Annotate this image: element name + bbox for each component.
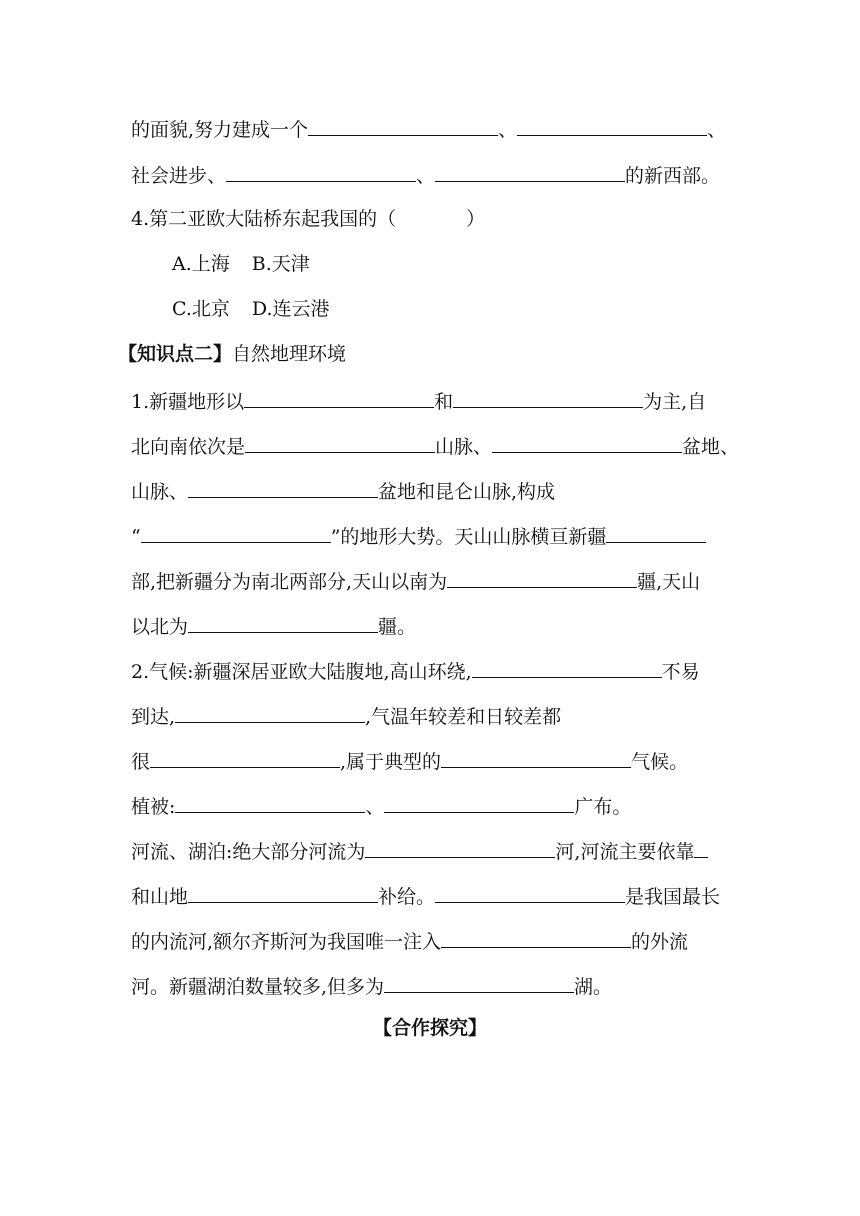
fill-blank[interactable] <box>365 837 555 858</box>
fill-blank[interactable] <box>472 657 662 678</box>
options-line <box>172 252 310 276</box>
section-heading <box>118 342 346 366</box>
fill-blank[interactable] <box>441 927 631 948</box>
text-line <box>131 882 720 909</box>
fill-blank[interactable] <box>141 522 331 543</box>
section-title: 自然地理环境 <box>232 343 347 365</box>
text-segment: 的内流河,额尔齐斯河为我国唯一注入 <box>131 931 442 953</box>
text-segment: 和山地 <box>131 886 189 908</box>
text-line <box>131 927 688 954</box>
text-segment: “ <box>131 526 141 548</box>
text-line <box>131 657 700 684</box>
fill-blank[interactable] <box>435 882 625 903</box>
text-segment: 、 <box>707 119 727 141</box>
text-line <box>131 387 706 414</box>
text-segment: 疆。 <box>378 616 417 638</box>
text-segment: 很 <box>131 751 151 773</box>
text-line <box>131 747 688 774</box>
fill-blank[interactable] <box>384 972 574 993</box>
text-line <box>131 612 416 639</box>
text-segment: ） <box>466 208 486 230</box>
text-segment: 的面貌,努力建成一个 <box>131 119 309 141</box>
fill-blank[interactable] <box>435 161 625 182</box>
fill-blank[interactable] <box>226 161 416 182</box>
text-segment: 2.气候:新疆深居亚欧大陆腹地,高山环绕, <box>131 661 472 683</box>
text-line <box>131 972 612 999</box>
options-line <box>172 297 330 321</box>
text-line <box>131 522 706 549</box>
section-heading-cooperative <box>0 1016 860 1040</box>
fill-blank[interactable] <box>517 115 707 136</box>
text-segment: 疆,天山 <box>637 571 701 593</box>
fill-blank[interactable] <box>175 702 365 723</box>
text-segment: 广布。 <box>574 796 632 818</box>
text-segment: 不易 <box>661 661 700 683</box>
fill-blank[interactable] <box>441 747 631 768</box>
fill-blank[interactable] <box>694 837 708 858</box>
section-title: 【合作探究】 <box>372 1017 487 1039</box>
text-segment: 河,河流主要依靠 <box>555 841 695 863</box>
text-segment: 、 <box>365 796 385 818</box>
fill-blank[interactable] <box>188 612 378 633</box>
text-segment: 气候。 <box>631 751 689 773</box>
question-line <box>131 207 485 231</box>
text-segment: 、 <box>416 165 436 187</box>
fill-blank[interactable] <box>384 792 574 813</box>
section-label: 【知识点二】 <box>118 343 233 365</box>
text-segment: 山脉、 <box>131 481 189 503</box>
text-segment: ”的地形大势。天山山脉横亘新疆 <box>330 526 607 548</box>
option-c[interactable]: C.北京 <box>172 298 230 320</box>
text-segment: 到达, <box>131 706 176 728</box>
fill-blank[interactable] <box>308 115 498 136</box>
text-segment: 湖。 <box>574 976 613 998</box>
text-segment: 的外流 <box>631 931 689 953</box>
question-text: 4.第二亚欧大陆桥东起我国的（ <box>131 208 397 230</box>
text-segment: 、 <box>498 119 518 141</box>
fill-blank[interactable] <box>188 882 378 903</box>
text-line <box>131 792 631 819</box>
text-line <box>131 432 739 459</box>
text-segment: ,气温年较差和日较差都 <box>365 706 562 728</box>
text-segment: 社会进步、 <box>131 165 227 187</box>
text-segment: 的新西部。 <box>625 165 721 187</box>
text-segment: ,属于典型的 <box>340 751 442 773</box>
fill-blank[interactable] <box>606 522 706 543</box>
text-line <box>131 161 720 188</box>
text-segment: 河。新疆湖泊数量较多,但多为 <box>131 976 385 998</box>
text-line <box>131 115 726 142</box>
text-segment: 河流、湖泊:绝大部分河流为 <box>131 841 366 863</box>
fill-blank[interactable] <box>244 387 434 408</box>
option-a[interactable]: A.上海 <box>172 253 230 275</box>
option-d[interactable]: D.连云港 <box>251 298 330 320</box>
text-segment: 植被: <box>131 796 176 818</box>
text-line <box>131 837 708 864</box>
text-segment: 部,把新疆分为南北两部分,天山以南为 <box>131 571 448 593</box>
text-segment: 是我国最长 <box>625 886 721 908</box>
text-line <box>131 702 561 729</box>
text-segment: 1.新疆地形以 <box>131 391 245 413</box>
option-b[interactable]: B.天津 <box>251 253 310 275</box>
fill-blank[interactable] <box>447 567 637 588</box>
fill-blank[interactable] <box>492 432 682 453</box>
text-line <box>131 477 555 504</box>
text-segment: 补给。 <box>378 886 436 908</box>
fill-blank[interactable] <box>175 792 365 813</box>
fill-blank[interactable] <box>188 477 378 498</box>
fill-blank[interactable] <box>245 432 435 453</box>
text-segment: 山脉、 <box>435 436 493 458</box>
text-segment: 以北为 <box>131 616 189 638</box>
text-segment: 北向南依次是 <box>131 436 246 458</box>
text-segment: 和 <box>434 391 454 413</box>
fill-blank[interactable] <box>150 747 340 768</box>
fill-blank[interactable] <box>453 387 643 408</box>
text-line <box>131 567 700 594</box>
text-segment: 盆地、 <box>682 436 740 458</box>
text-segment: 盆地和昆仑山脉,构成 <box>378 481 556 503</box>
text-segment: 为主,自 <box>643 391 707 413</box>
